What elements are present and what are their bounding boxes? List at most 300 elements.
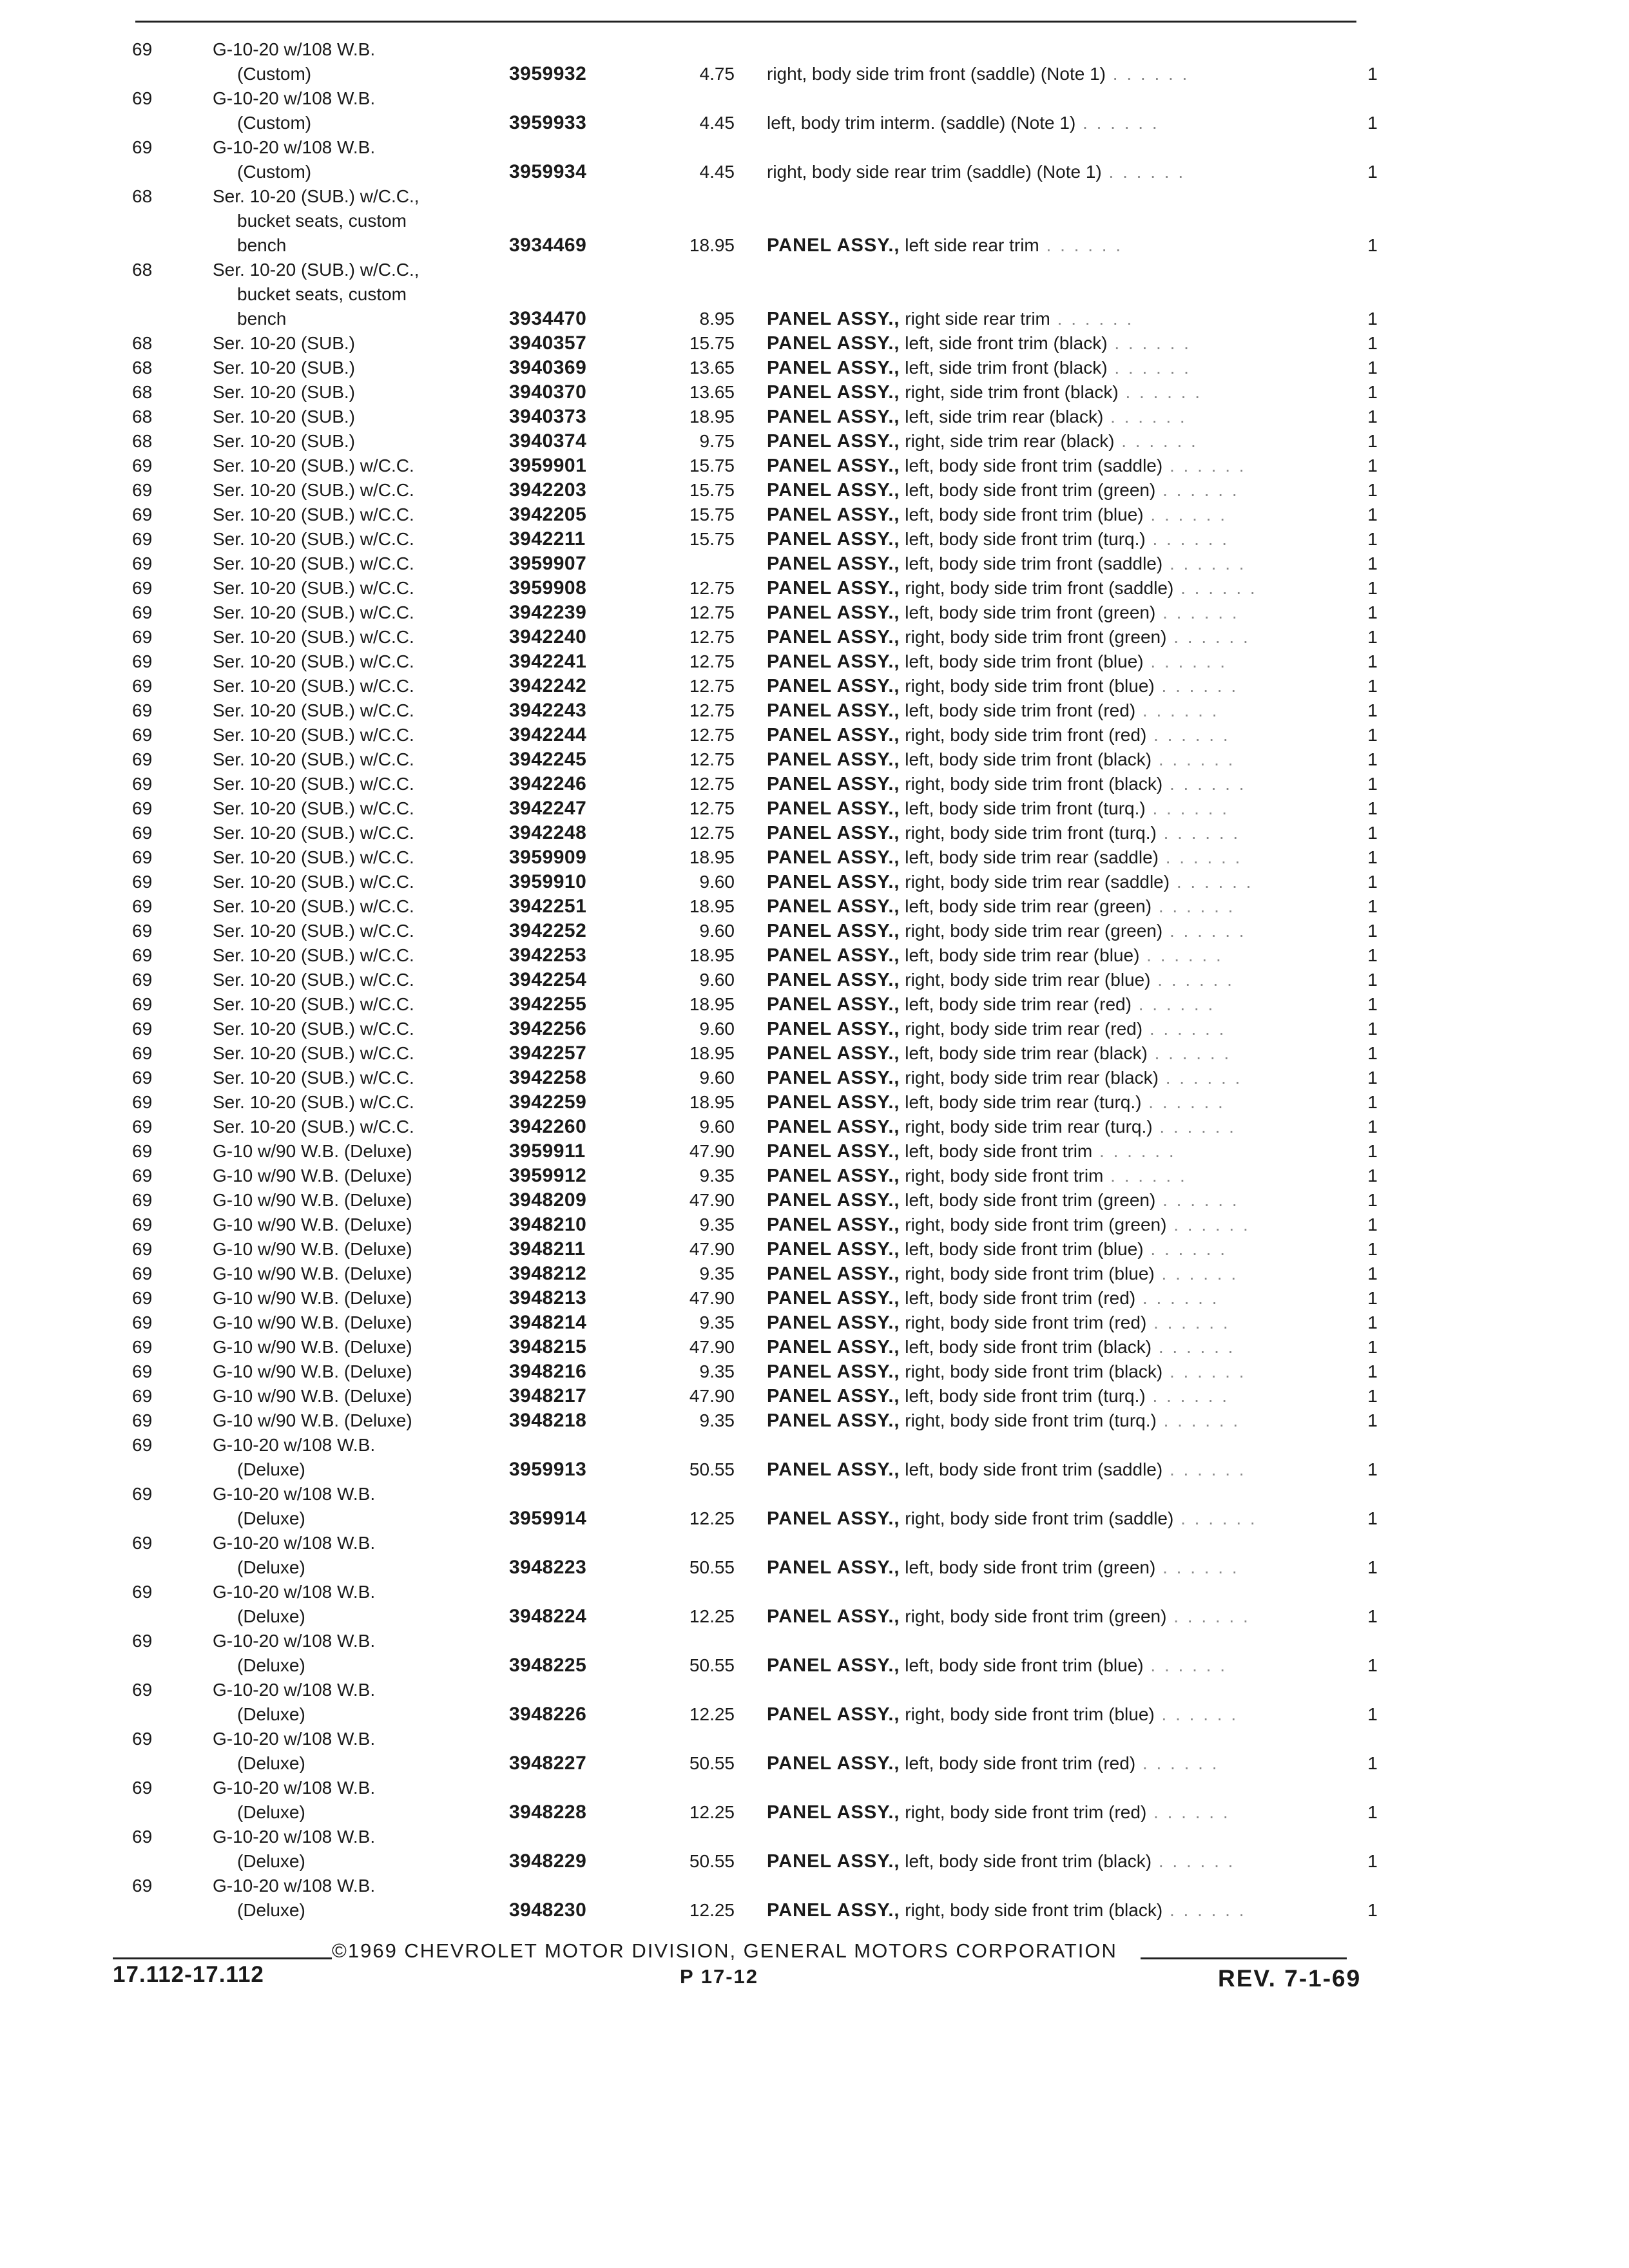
model-line: G-10-20 w/108 W.B. (213, 1827, 376, 1847)
part-name: PANEL ASSY., (767, 798, 900, 819)
leader-dots: . . . . . . (1105, 64, 1190, 84)
list-price: 50.55 (689, 1753, 735, 1773)
quantity: 1 (1367, 1508, 1378, 1528)
model-application (213, 1164, 496, 1188)
part-description (767, 160, 1340, 184)
model-year: 69 (132, 1533, 153, 1553)
list-price: 15.75 (689, 505, 735, 524)
leader-dots: . . . . . . (1114, 431, 1198, 451)
part-description (767, 552, 1340, 576)
part-description (767, 1286, 1340, 1311)
part-description (767, 1898, 1340, 1923)
model-year: 68 (132, 186, 153, 206)
part-detail: right, body side front trim (blue) (905, 1704, 1155, 1724)
part-description (767, 698, 1340, 723)
model-year: 69 (132, 921, 153, 941)
quantity: 1 (1367, 113, 1378, 133)
part-detail: left, body trim interm. (saddle) (Note 1) (767, 113, 1076, 133)
part-detail: left, body side front trim (blue) (905, 505, 1144, 524)
part-description (767, 992, 1340, 1017)
model-application (213, 1825, 496, 1874)
part-name: PANEL ASSY., (767, 921, 900, 941)
part-number: 3942260 (509, 1116, 587, 1137)
list-price: 47.90 (689, 1239, 735, 1259)
part-name: PANEL ASSY., (767, 970, 900, 990)
quantity: 1 (1367, 602, 1378, 622)
model-year: 69 (132, 1631, 153, 1651)
model-year: 69 (132, 676, 153, 696)
model-line: bench (237, 309, 287, 329)
parts-row (0, 1164, 1629, 1188)
parts-row (0, 1262, 1629, 1286)
list-price: 12.75 (689, 578, 735, 598)
quantity: 1 (1367, 1337, 1378, 1357)
part-name: PANEL ASSY., (767, 627, 900, 648)
quantity: 1 (1367, 456, 1378, 476)
part-name: PANEL ASSY., (767, 1215, 900, 1235)
revision-date: REV. 7-1-69 (1218, 1965, 1362, 1992)
part-description (767, 870, 1340, 894)
model-year: 69 (132, 1312, 153, 1332)
list-price: 12.25 (689, 1704, 735, 1724)
part-description (767, 1457, 1340, 1482)
part-detail: left, body side trim rear (saddle) (905, 847, 1159, 867)
part-name: PANEL ASSY., (767, 1386, 900, 1407)
leader-dots: . . . . . . (1152, 1117, 1236, 1137)
quantity: 1 (1367, 872, 1378, 892)
model-line: G-10 w/90 W.B. (Deluxe) (213, 1312, 412, 1332)
parts-row (0, 723, 1629, 747)
model-year: 69 (132, 1288, 153, 1308)
part-detail: left, body side trim rear (green) (905, 896, 1152, 916)
parts-row (0, 845, 1629, 870)
part-description (767, 1164, 1340, 1188)
leader-dots: . . . . . . (1143, 505, 1227, 524)
list-price: 12.75 (689, 823, 735, 843)
part-description (767, 1017, 1340, 1041)
leader-dots: . . . . . . (1141, 1092, 1225, 1112)
part-detail: left, body side front trim (red) (905, 1288, 1136, 1308)
parts-row (0, 1066, 1629, 1090)
part-name: PANEL ASSY., (767, 456, 900, 476)
part-detail: right, body side front trim (saddle) (905, 1508, 1174, 1528)
model-application (213, 429, 496, 454)
part-name: PANEL ASSY., (767, 1704, 900, 1725)
part-number: 3942258 (509, 1067, 587, 1088)
model-year: 69 (132, 505, 153, 524)
parts-row (0, 1311, 1629, 1335)
model-year: 69 (132, 1361, 153, 1381)
quantity: 1 (1367, 847, 1378, 867)
model-line: G-10 w/90 W.B. (Deluxe) (213, 1410, 412, 1430)
list-price: 50.55 (689, 1851, 735, 1871)
quantity: 1 (1367, 1117, 1378, 1137)
quantity: 1 (1367, 823, 1378, 843)
model-line: bench (237, 235, 287, 255)
part-detail: right, body side trim front (blue) (905, 676, 1155, 696)
leader-dots: . . . . . . (1107, 358, 1191, 378)
quantity: 1 (1367, 1190, 1378, 1210)
part-name: PANEL ASSY., (767, 1606, 900, 1627)
model-line: Ser. 10-20 (SUB.) w/C.C. (213, 529, 414, 549)
part-description (767, 527, 1340, 552)
model-application (213, 135, 496, 184)
part-number: 3959913 (509, 1459, 587, 1480)
part-number: 3942205 (509, 504, 587, 525)
list-price: 18.95 (689, 847, 735, 867)
parts-row (0, 331, 1629, 356)
parts-row (0, 894, 1629, 919)
part-description (767, 943, 1340, 968)
model-application (213, 698, 496, 723)
part-detail: left, body side front trim (green) (905, 480, 1156, 500)
model-line: Ser. 10-20 (SUB.) w/C.C. (213, 700, 414, 720)
list-price: 12.75 (689, 725, 735, 745)
list-price: 18.95 (689, 1043, 735, 1063)
model-application (213, 184, 496, 258)
part-description (767, 1066, 1340, 1090)
model-application (213, 968, 496, 992)
part-name: PANEL ASSY., (767, 1019, 900, 1039)
part-description (767, 747, 1340, 772)
parts-row (0, 1335, 1629, 1360)
part-description (767, 821, 1340, 845)
parts-row (0, 135, 1629, 184)
part-number: 3959910 (509, 871, 587, 892)
part-number: 3940370 (509, 381, 587, 403)
model-line: G-10-20 w/108 W.B. (213, 1435, 376, 1455)
model-year: 69 (132, 529, 153, 549)
part-detail: left, body side trim rear (red) (905, 994, 1132, 1014)
part-detail: right side rear trim (905, 309, 1050, 329)
part-name: PANEL ASSY., (767, 896, 900, 917)
leader-dots: . . . . . . (1103, 407, 1187, 427)
part-number: 3948230 (509, 1899, 587, 1921)
list-price: 18.95 (689, 407, 735, 427)
part-description (767, 1041, 1340, 1066)
leader-dots: . . . . . . (1135, 1753, 1219, 1773)
model-year: 69 (132, 1043, 153, 1063)
part-detail: left, body side trim rear (black) (905, 1043, 1148, 1063)
leader-dots: . . . . . . (1166, 627, 1250, 647)
parts-row (0, 1580, 1629, 1629)
model-line: G-10-20 w/108 W.B. (213, 137, 376, 157)
leader-dots: . . . . . . (1152, 749, 1235, 769)
model-line: (Deluxe) (237, 1508, 305, 1528)
leader-dots: . . . . . . (1158, 1068, 1242, 1088)
part-number: 3942241 (509, 651, 587, 672)
part-description (767, 1090, 1340, 1115)
leader-dots: . . . . . . (1039, 235, 1123, 255)
leader-dots: . . . . . . (1131, 994, 1215, 1014)
part-name: PANEL ASSY., (767, 431, 900, 452)
model-line: Ser. 10-20 (SUB.) w/C.C. (213, 456, 414, 476)
part-description (767, 503, 1340, 527)
leader-dots: . . . . . . (1143, 1655, 1227, 1675)
quantity: 1 (1367, 505, 1378, 524)
list-price: 9.60 (699, 872, 735, 892)
part-detail: right, body side trim rear (saddle) (905, 872, 1170, 892)
parts-row (0, 1825, 1629, 1874)
part-number: 3959911 (509, 1140, 586, 1162)
part-description (767, 1800, 1340, 1825)
parts-row (0, 1213, 1629, 1237)
quantity: 1 (1367, 627, 1378, 647)
model-line: (Deluxe) (237, 1606, 305, 1626)
model-line: G-10 w/90 W.B. (Deluxe) (213, 1337, 412, 1357)
model-line: Ser. 10-20 (SUB.) w/C.C. (213, 676, 414, 696)
footer-rule-left (113, 1957, 332, 1959)
part-description (767, 1262, 1340, 1286)
model-application (213, 454, 496, 478)
part-number: 3959932 (509, 63, 587, 84)
model-application (213, 405, 496, 429)
section-reference: 17.112-17.112 (113, 1962, 264, 1987)
model-line: G-10 w/90 W.B. (Deluxe) (213, 1239, 412, 1259)
leader-dots: . . . . . . (1145, 1386, 1229, 1406)
part-description (767, 1335, 1340, 1360)
part-number: 3948215 (509, 1336, 587, 1358)
part-name: PANEL ASSY., (767, 1753, 900, 1774)
list-price: 4.45 (699, 162, 735, 182)
part-number: 3942254 (509, 969, 587, 990)
leader-dots: . . . . . . (1154, 1264, 1239, 1283)
model-application (213, 1066, 496, 1090)
part-description (767, 454, 1340, 478)
part-name: PANEL ASSY., (767, 749, 900, 770)
model-year: 69 (132, 1484, 153, 1504)
model-year: 69 (132, 872, 153, 892)
parts-row (0, 184, 1629, 258)
model-line: G-10 w/90 W.B. (Deluxe) (213, 1361, 412, 1381)
leader-dots: . . . . . . (1152, 1337, 1235, 1357)
quantity: 1 (1367, 407, 1378, 427)
model-application (213, 601, 496, 625)
part-name: PANEL ASSY., (767, 407, 900, 427)
model-line: (Custom) (237, 113, 312, 133)
part-detail: left, body side front trim (saddle) (905, 456, 1163, 476)
leader-dots: . . . . . . (1162, 921, 1246, 941)
quantity: 1 (1367, 896, 1378, 916)
list-price: 9.35 (699, 1166, 735, 1186)
quantity: 1 (1367, 1264, 1378, 1283)
quantity: 1 (1367, 1900, 1378, 1920)
part-detail: right, body side front trim (red) (905, 1312, 1147, 1332)
model-line: Ser. 10-20 (SUB.) w/C.C. (213, 823, 414, 843)
part-number: 3959907 (509, 553, 587, 574)
list-price: 13.65 (689, 358, 735, 378)
model-line: Ser. 10-20 (SUB.) (213, 431, 355, 451)
model-application (213, 331, 496, 356)
model-line: Ser. 10-20 (SUB.) w/C.C. (213, 1068, 414, 1088)
part-name: PANEL ASSY., (767, 1141, 900, 1162)
model-application (213, 992, 496, 1017)
model-application (213, 1139, 496, 1164)
leader-dots: . . . . . . (1155, 480, 1239, 500)
part-number: 3948213 (509, 1287, 587, 1309)
part-number: 3948229 (509, 1850, 587, 1872)
parts-row (0, 380, 1629, 405)
model-line: Ser. 10-20 (SUB.) w/C.C. (213, 578, 414, 598)
quantity: 1 (1367, 1386, 1378, 1406)
parts-row (0, 258, 1629, 331)
quantity: 1 (1367, 945, 1378, 965)
parts-row (0, 1041, 1629, 1066)
model-application (213, 478, 496, 503)
leader-dots: . . . . . . (1075, 113, 1159, 133)
leader-dots: . . . . . . (1146, 1312, 1230, 1332)
model-line: Ser. 10-20 (SUB.) w/C.C. (213, 602, 414, 622)
part-number: 3948211 (509, 1238, 586, 1260)
part-number: 3942244 (509, 724, 587, 745)
part-detail: left, body side front trim (green) (905, 1557, 1156, 1577)
model-line: G-10 w/90 W.B. (Deluxe) (213, 1386, 412, 1406)
part-detail: left, body side trim front (green) (905, 602, 1156, 622)
model-application (213, 1433, 496, 1482)
model-line: (Deluxe) (237, 1851, 305, 1871)
list-price: 47.90 (689, 1141, 735, 1161)
part-detail: left, body side front trim (turq.) (905, 1386, 1146, 1406)
model-year: 69 (132, 1141, 153, 1161)
model-line: Ser. 10-20 (SUB.) w/C.C. (213, 505, 414, 524)
parts-row (0, 601, 1629, 625)
part-name: PANEL ASSY., (767, 578, 900, 599)
part-description (767, 307, 1340, 331)
part-name: PANEL ASSY., (767, 1117, 900, 1137)
part-detail: right, body side trim front (red) (905, 725, 1147, 745)
parts-row (0, 919, 1629, 943)
part-number: 3942253 (509, 945, 587, 966)
part-detail: right, body side front trim (905, 1166, 1104, 1186)
model-year: 69 (132, 1092, 153, 1112)
model-line: Ser. 10-20 (SUB.) w/C.C. (213, 921, 414, 941)
parts-row (0, 1629, 1629, 1678)
leader-dots: . . . . . . (1152, 1851, 1235, 1871)
part-description (767, 1237, 1340, 1262)
model-year: 69 (132, 1117, 153, 1137)
model-line: Ser. 10-20 (SUB.) w/C.C. (213, 994, 414, 1014)
model-line: Ser. 10-20 (SUB.) w/C.C. (213, 1092, 414, 1112)
model-line: Ser. 10-20 (SUB.) w/C.C. (213, 847, 414, 867)
part-description (767, 968, 1340, 992)
part-number: 3948216 (509, 1361, 587, 1382)
model-line: Ser. 10-20 (SUB.) (213, 407, 355, 427)
part-name: PANEL ASSY., (767, 480, 900, 501)
list-price: 9.60 (699, 1019, 735, 1039)
parts-row (0, 86, 1629, 135)
model-year: 68 (132, 407, 153, 427)
part-name: PANEL ASSY., (767, 333, 900, 354)
leader-dots: . . . . . . (1162, 1361, 1246, 1381)
part-description (767, 1604, 1340, 1629)
list-price: 47.90 (689, 1288, 735, 1308)
parts-row (0, 1017, 1629, 1041)
footer-rule-right (1141, 1957, 1347, 1959)
part-number: 3948217 (509, 1385, 587, 1407)
model-line: (Deluxe) (237, 1704, 305, 1724)
model-application (213, 37, 496, 86)
model-application (213, 772, 496, 796)
quantity: 1 (1367, 1557, 1378, 1577)
model-year: 69 (132, 798, 153, 818)
list-price: 9.35 (699, 1264, 735, 1283)
model-line: bucket seats, custom (237, 211, 407, 231)
part-name: PANEL ASSY., (767, 358, 900, 378)
list-price: 15.75 (689, 480, 735, 500)
model-line: (Deluxe) (237, 1557, 305, 1577)
model-application (213, 1335, 496, 1360)
part-number: 3942257 (509, 1043, 587, 1064)
model-application (213, 723, 496, 747)
part-name: PANEL ASSY., (767, 1312, 900, 1333)
list-price: 12.75 (689, 651, 735, 671)
model-line: Ser. 10-20 (SUB.) w/C.C. (213, 480, 414, 500)
model-year: 69 (132, 1435, 153, 1455)
model-application (213, 943, 496, 968)
model-line: Ser. 10-20 (SUB.) (213, 358, 355, 378)
model-application (213, 356, 496, 380)
model-application (213, 894, 496, 919)
list-price: 50.55 (689, 1557, 735, 1577)
model-line: bucket seats, custom (237, 284, 407, 304)
model-line: Ser. 10-20 (SUB.) w/C.C. (213, 798, 414, 818)
leader-dots: . . . . . . (1135, 700, 1219, 720)
list-price: 9.35 (699, 1361, 735, 1381)
quantity: 1 (1367, 333, 1378, 353)
list-price: 9.60 (699, 970, 735, 990)
part-name: PANEL ASSY., (767, 847, 900, 868)
model-line: (Custom) (237, 162, 312, 182)
model-year: 69 (132, 1068, 153, 1088)
part-name: PANEL ASSY., (767, 1068, 900, 1088)
part-name: PANEL ASSY., (767, 823, 900, 843)
list-price: 47.90 (689, 1386, 735, 1406)
model-year: 69 (132, 1166, 153, 1186)
quantity: 1 (1367, 676, 1378, 696)
model-application (213, 86, 496, 135)
quantity: 1 (1367, 162, 1378, 182)
list-price: 13.65 (689, 382, 735, 402)
part-detail: left, body side front trim (black) (905, 1851, 1152, 1871)
model-line: (Deluxe) (237, 1802, 305, 1822)
part-detail: left, side trim front (black) (905, 358, 1108, 378)
part-detail: right, side trim rear (black) (905, 431, 1115, 451)
model-application (213, 1262, 496, 1286)
parts-row (0, 1531, 1629, 1580)
part-name: PANEL ASSY., (767, 1092, 900, 1113)
quantity: 1 (1367, 1851, 1378, 1871)
leader-dots: . . . . . . (1143, 1239, 1227, 1259)
model-year: 68 (132, 382, 153, 402)
leader-dots: . . . . . . (1162, 553, 1246, 573)
part-description (767, 429, 1340, 454)
part-description (767, 1115, 1340, 1139)
quantity: 1 (1367, 64, 1378, 84)
part-description (767, 576, 1340, 601)
part-number: 3942240 (509, 626, 587, 648)
part-description (767, 380, 1340, 405)
parts-row (0, 1188, 1629, 1213)
page-number: P 17-12 (680, 1965, 759, 1988)
leader-dots: . . . . . . (1162, 1459, 1246, 1479)
part-detail: right, body side trim front (black) (905, 774, 1163, 794)
leader-dots: . . . . . . (1146, 725, 1230, 745)
part-description (767, 1213, 1340, 1237)
part-description (767, 1360, 1340, 1384)
part-detail: right, body side trim front (saddle) (905, 578, 1174, 598)
part-description (767, 233, 1340, 258)
part-description (767, 649, 1340, 674)
